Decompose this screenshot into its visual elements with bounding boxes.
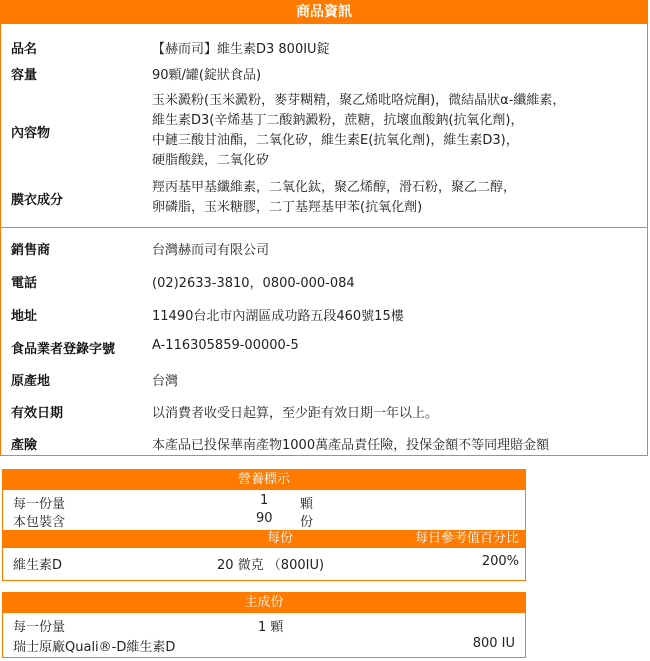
package-unit: 份	[300, 515, 314, 530]
serving-label: 每一份量	[13, 497, 66, 512]
serving-row	[3, 490, 525, 510]
coating-line: 卵磷脂，玉米糖膠，二丁基羥基甲苯(抗氧化劑)	[152, 200, 423, 215]
info-value: 11490台北市內湖區成功路五段460號15樓	[152, 309, 404, 324]
info-value: 90顆/罐(錠狀食品)	[152, 68, 262, 83]
package-row	[3, 510, 525, 530]
info-label: 銷售商	[11, 243, 51, 258]
info-row-coating	[1, 178, 647, 220]
info-value: 以消費者收受日起算，至少距有效日期一年以上。	[152, 406, 439, 421]
package-value: 90	[256, 511, 273, 526]
nutrient-row	[3, 548, 525, 576]
info-value: 台灣赫而司有限公司	[152, 243, 270, 258]
info-row-contents	[1, 91, 647, 173]
info-label: 產險	[11, 438, 38, 453]
info-label: 電話	[11, 276, 38, 291]
contents-line: 玉米澱粉(玉米澱粉，麥芽糊精，聚乙烯吡咯烷酮)，微結晶狀α-纖維素，	[152, 93, 566, 108]
info-label: 品名	[11, 42, 38, 57]
info-label: 膜衣成分	[11, 193, 64, 208]
serving-value: 1	[260, 493, 269, 508]
info-value: 本產品已投保華南產物1000萬產品責任險，投保金額不等同理賠金額	[152, 438, 550, 453]
coating-value	[152, 178, 516, 218]
info-value: 台灣	[152, 374, 179, 389]
ingredients-title: 主成份	[244, 595, 284, 610]
column-per-serving: 每份	[267, 531, 294, 546]
ingredient-row	[3, 633, 525, 655]
nutrition-table	[2, 469, 526, 581]
contents-line: 維生素D3(辛烯基丁二酸鈉澱粉，蔗糖，抗壞血酸鈉(抗氧化劑)，	[152, 113, 524, 128]
nutrition-title: 營養標示	[237, 472, 290, 487]
info-label: 容量	[11, 68, 38, 83]
contents-value	[152, 91, 565, 171]
nutrient-name: 維生素D	[13, 558, 63, 573]
ingredient-amount: 800 IU	[472, 636, 515, 651]
nutrition-title-bar	[3, 470, 525, 490]
ingredients-serving-label: 每一份量	[13, 620, 66, 635]
info-value: (02)2633-3810，0800-000-084	[152, 276, 355, 291]
info-value: 【赫而司】維生素D3 800IU錠	[152, 42, 330, 57]
ingredients-title-bar	[3, 593, 525, 613]
info-label: 地址	[11, 309, 38, 324]
coating-line: 羥丙基甲基纖維素，二氧化鈦，聚乙烯醇，滑石粉，聚乙二醇，	[152, 180, 517, 195]
nutrient-percent: 200%	[481, 554, 519, 569]
ingredients-serving-row	[3, 613, 525, 633]
package-label: 本包裝含	[13, 515, 66, 530]
column-daily-percent: 每日參考值百分比	[414, 531, 519, 546]
info-label: 原產地	[11, 374, 51, 389]
info-value: A-116305859-00000-5	[152, 338, 299, 353]
contents-line: 硬脂酸鎂，二氧化矽	[152, 153, 270, 168]
nutrient-amount: 20 微克 （800IU)	[217, 558, 325, 573]
ingredients-table	[2, 592, 526, 658]
section-divider	[1, 227, 647, 228]
serving-unit: 顆	[300, 497, 314, 512]
info-label: 有效日期	[11, 406, 64, 421]
info-label: 食品業者登錄字號	[11, 342, 116, 357]
ingredients-serving-value: 1 顆	[258, 620, 284, 635]
nutrition-column-bar	[3, 530, 525, 548]
product-info-title: 商品資訊	[1, 1, 647, 24]
contents-line: 中鏈三酸甘油酯，二氧化矽，維生素E(抗氧化劑)，維生素D3)，	[152, 133, 519, 148]
ingredient-name: 瑞士原廠Quali®-D維生素D	[13, 640, 176, 655]
info-label: 內容物	[11, 126, 51, 141]
